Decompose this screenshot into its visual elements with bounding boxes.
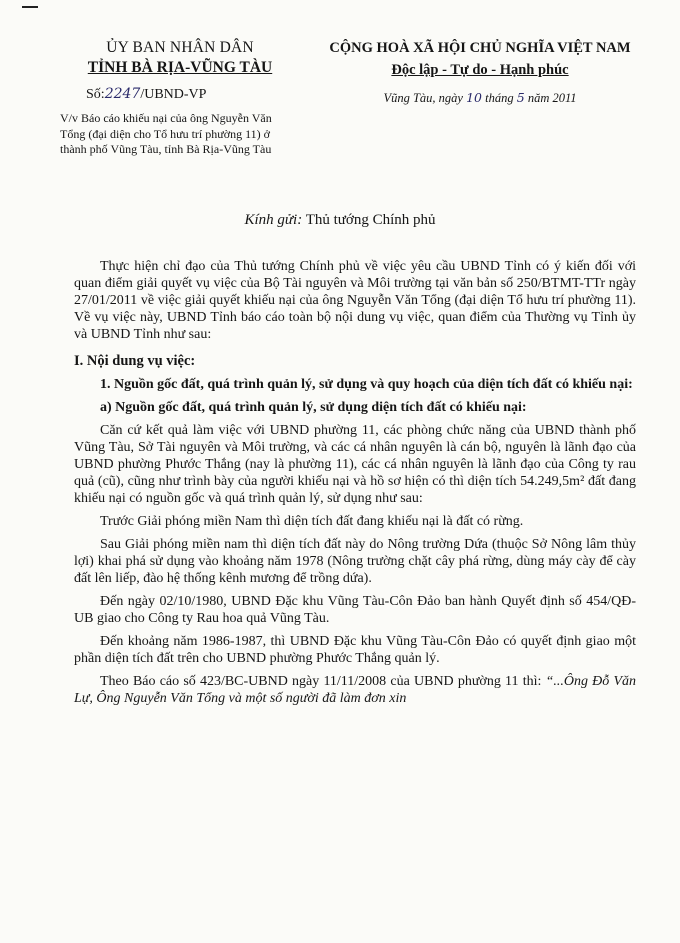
number-handwritten: 2247 (104, 86, 141, 102)
subject-line: V/v Báo cáo khiếu nại của ông Nguyễn Văn Tổng (đại diện cho Tổ hưu trí phường 11) ở thành phố Vũng Tàu, tỉnh Bà Rịa-Vũng Tàu (60, 111, 272, 156)
body-paragraph: Đến khoảng năm 1986-1987, thì UBND Đặc khu Vũng Tàu-Côn Đảo có quyết định giao một phần diện tích đất trên cho UBND phường Phước Thắng quản lý. (74, 634, 636, 666)
body-paragraph: Căn cứ kết quả làm việc với UBND phường 11, các phòng chức năng của UBND thành phố Vũng Tàu, Sở Tài nguyên và Môi trường, và các cá nhân nguyên là cán bộ, nguyên là lãnh đạo của UBND phường Phước Thắng (nay là phường 11), các cá nhân nguyên là lãnh đạo của Công ty rau quả (cũ), cũng như trình bày của người khiếu nại và hồ sơ hiện có thì diện tích 54.249,5m² đất đang khiếu nại có nguồn gốc và quá trình quản lý, sử dụng như sau: (74, 423, 636, 506)
motto-text: Độc lập - Tự do - Hạnh phúc (391, 62, 569, 78)
national-header (300, 38, 660, 106)
document-body (74, 258, 636, 713)
quoted-text: “...Ông Đỗ Văn Lự, Ông Nguyễn Văn Tổng và một số người đã làm đơn xin (74, 674, 637, 706)
body-paragraph (74, 673, 636, 707)
date-month: 5 (516, 90, 525, 105)
document-number (86, 86, 300, 103)
body-paragraph: Đến ngày 02/10/1980, UBND Đặc khu Vũng Tàu-Côn Đảo ban hành Quyết định số 454/QĐ-UB giao cho Công ty Rau hoa quả Vũng Tàu. (74, 594, 636, 626)
body-paragraph: Trước Giải phóng miền Nam thì diện tích đất đang khiếu nại là đất có rừng. (100, 514, 524, 529)
issue-date (300, 90, 660, 106)
issuer-name-line1: ỦY BAN NHÂN DÂN (106, 39, 254, 56)
number-prefix: Số: (86, 87, 105, 102)
motto (300, 60, 660, 80)
country-name: CỘNG HOÀ XÃ HỘI CHỦ NGHĨA VIỆT NAM (329, 40, 631, 56)
number-suffix: /UBND-VP (140, 87, 207, 102)
report-reference: Theo Báo cáo số 423/BC-UBND ngày 11/11/2008 của UBND phường 11 thì: (100, 674, 546, 689)
date-day: 10 (466, 90, 482, 105)
date-year: năm 2011 (524, 91, 577, 105)
subsection-heading: 1. Nguồn gốc đất, quá trình quản lý, sử dụng và quy hoạch của diện tích đất có khiếu nại: (100, 377, 633, 392)
intro-paragraph: Thực hiện chỉ đạo của Thủ tướng Chính phủ về việc yêu cầu UBND Tỉnh có ý kiến đối với quan điểm giải quyết vụ việc của Bộ Tài nguyên và Môi trường tại văn bản số 250/BTMT-TTr ngày 27/01/2011 về việc giải quyết khiếu nại của ông Nguyễn Văn Tổng (đại diện Tổ hưu trí phường 11). Về vụ việc này, UBND Tỉnh báo cáo toàn bộ nội dung vụ việc, quan điểm của Thường vụ Tỉnh ủy và UBND Tỉnh như sau: (74, 259, 636, 342)
recipient-name: Thủ tướng Chính phủ (302, 212, 436, 228)
subsection-a-heading: a) Nguồn gốc đất, quá trình quản lý, sử dụng diện tích đất có khiếu nại: (100, 400, 527, 415)
issuer-name-line2: TỈNH BÀ RỊA-VŨNG TÀU (87, 59, 273, 76)
date-place: Vũng Tàu, ngày (383, 91, 467, 105)
section-heading: I. Nội dung vụ việc: (74, 353, 196, 369)
issuer-block (60, 38, 300, 158)
recipient-label: Kính gửi: (244, 212, 303, 228)
recipient-line (0, 212, 680, 229)
body-paragraph: Sau Giải phóng miền nam thì diện tích đất này do Nông trường Dứa (thuộc Sở Nông lâm thủy lợi) khai phá sử dụng vào khoảng năm 1978 (Nông trường chặt cây phá rừng, dùng máy cày để cày đất lên liếp, đào hệ thống kênh mương để trồng dứa). (74, 537, 636, 586)
date-month-label: tháng (482, 91, 517, 105)
corner-mark (22, 6, 38, 8)
